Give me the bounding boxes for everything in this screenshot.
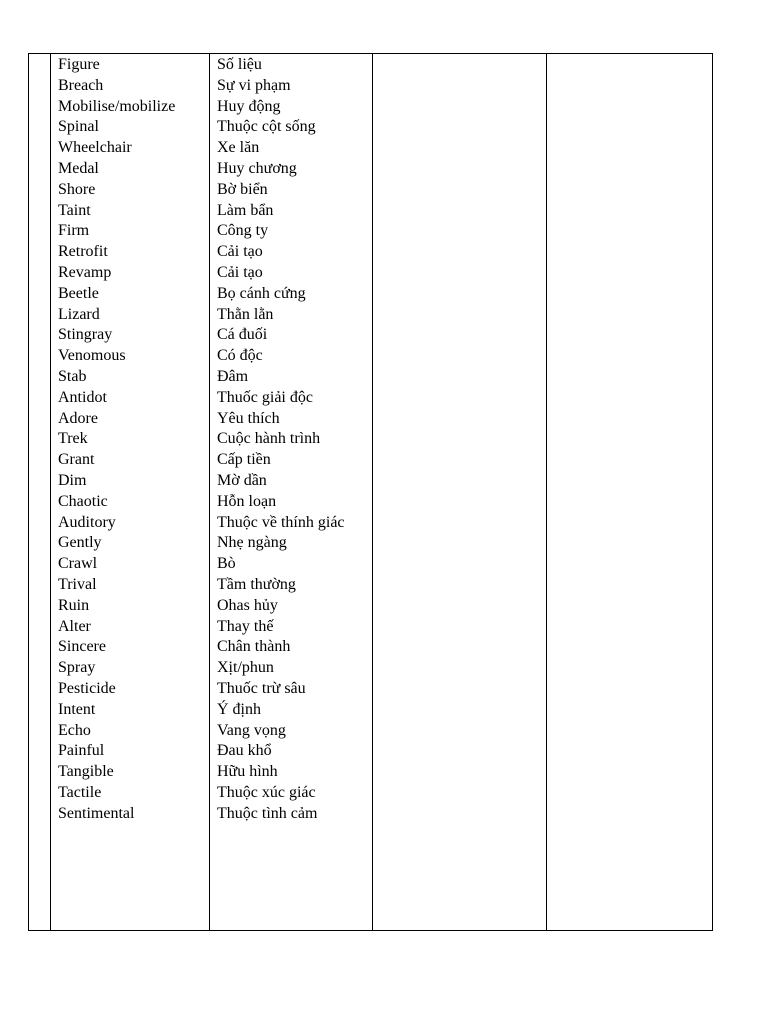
english-word: Crawl	[58, 555, 98, 573]
vietnamese-meaning: Ohas hủy	[217, 596, 278, 614]
vietnamese-meaning: Bò	[217, 555, 236, 573]
english-word: Gently	[58, 534, 102, 552]
vietnamese-meaning: Công ty	[217, 222, 269, 240]
english-word: Auditory	[58, 513, 116, 531]
vietnamese-column	[210, 54, 373, 931]
english-word: Stab	[58, 367, 87, 385]
english-word: Wheelchair	[58, 139, 132, 157]
english-word: Shore	[58, 180, 96, 198]
english-word: Venomous	[58, 347, 126, 365]
index-cell	[29, 54, 51, 931]
english-word: Adore	[58, 409, 98, 427]
english-word: Trek	[58, 430, 88, 448]
vietnamese-meaning: Thuộc cột sống	[217, 118, 316, 136]
vietnamese-meaning: Tầm thường	[217, 575, 296, 593]
english-word: Antidot	[58, 388, 107, 406]
vietnamese-meaning: Đau khổ	[217, 742, 272, 760]
english-word: Medal	[58, 159, 99, 177]
vietnamese-meaning: Huy động	[217, 97, 281, 115]
vietnamese-meaning: Yêu thích	[217, 409, 280, 427]
vietnamese-meaning: Thuộc xúc giác	[217, 783, 316, 801]
english-word: Beetle	[58, 284, 99, 302]
vietnamese-meaning: Xịt/phun	[217, 659, 274, 677]
vietnamese-meaning: Thuộc tình cảm	[217, 804, 318, 822]
vietnamese-meaning: Cải tạo	[217, 243, 263, 261]
english-word: Lizard	[58, 305, 100, 323]
english-word: Stingray	[58, 326, 113, 344]
english-word: Echo	[58, 721, 91, 739]
vietnamese-meaning: Chân thành	[217, 638, 291, 656]
vietnamese-meaning: Hữu hình	[217, 763, 278, 781]
vietnamese-meaning: Cá đuối	[217, 326, 268, 344]
vietnamese-meaning: Bờ biển	[217, 180, 268, 198]
english-word-list	[51, 54, 209, 824]
vietnamese-meaning: Mờ dần	[217, 471, 267, 489]
vietnamese-meaning: Bọ cánh cứng	[217, 284, 306, 302]
vocabulary-table	[28, 53, 713, 931]
english-word: Revamp	[58, 263, 112, 281]
vietnamese-meaning: Thuốc giải độc	[217, 388, 313, 406]
english-word: Grant	[58, 451, 95, 469]
english-word: Tactile	[58, 783, 102, 801]
vietnamese-meaning: Thay thế	[217, 617, 274, 635]
english-word: Breach	[58, 76, 104, 94]
vietnamese-meaning: Có độc	[217, 347, 263, 365]
vietnamese-meaning: Cuộc hành trình	[217, 430, 321, 448]
vietnamese-meaning: Xe lăn	[217, 139, 260, 157]
english-word: Painful	[58, 742, 105, 760]
english-word: Figure	[58, 56, 100, 73]
english-word: Taint	[58, 201, 91, 219]
english-word: Pesticide	[58, 679, 116, 697]
english-word: Intent	[58, 700, 96, 718]
empty-column-4	[547, 54, 713, 931]
english-word: Dim	[58, 471, 87, 489]
vietnamese-meaning: Số liệu	[217, 56, 262, 73]
vietnamese-meaning: Sự vi phạm	[217, 76, 291, 94]
english-word: Trival	[58, 575, 97, 593]
vietnamese-meaning: Làm bẩn	[217, 201, 274, 219]
vietnamese-meaning: Đâm	[217, 367, 249, 385]
empty-column-3	[373, 54, 547, 931]
english-word: Alter	[58, 617, 91, 635]
english-word: Firm	[58, 222, 90, 240]
english-word: Spray	[58, 659, 96, 677]
table-row	[29, 54, 713, 931]
english-word: Spinal	[58, 118, 99, 136]
vietnamese-meaning: Thằn lằn	[217, 305, 274, 323]
vietnamese-meaning: Cải tạo	[217, 263, 263, 281]
vietnamese-meaning: Hỗn loạn	[217, 492, 277, 510]
vietnamese-word-list	[210, 54, 372, 824]
english-word: Sincere	[58, 638, 106, 656]
english-word: Ruin	[58, 596, 90, 614]
english-word: Retrofit	[58, 243, 108, 261]
vietnamese-meaning: Huy chương	[217, 159, 297, 177]
vietnamese-meaning: Ý định	[217, 700, 261, 718]
vietnamese-meaning: Vang vọng	[217, 721, 286, 739]
vietnamese-meaning: Thuốc trừ sâu	[217, 679, 306, 697]
english-column	[51, 54, 210, 931]
english-word: Sentimental	[58, 804, 135, 822]
vietnamese-meaning: Thuộc về thính giác	[217, 513, 345, 531]
vietnamese-meaning: Cấp tiền	[217, 451, 271, 469]
english-word: Tangible	[58, 763, 114, 781]
vietnamese-meaning: Nhẹ ngàng	[217, 534, 287, 552]
english-word: Chaotic	[58, 492, 108, 510]
english-word: Mobilise/mobilize	[58, 97, 176, 115]
